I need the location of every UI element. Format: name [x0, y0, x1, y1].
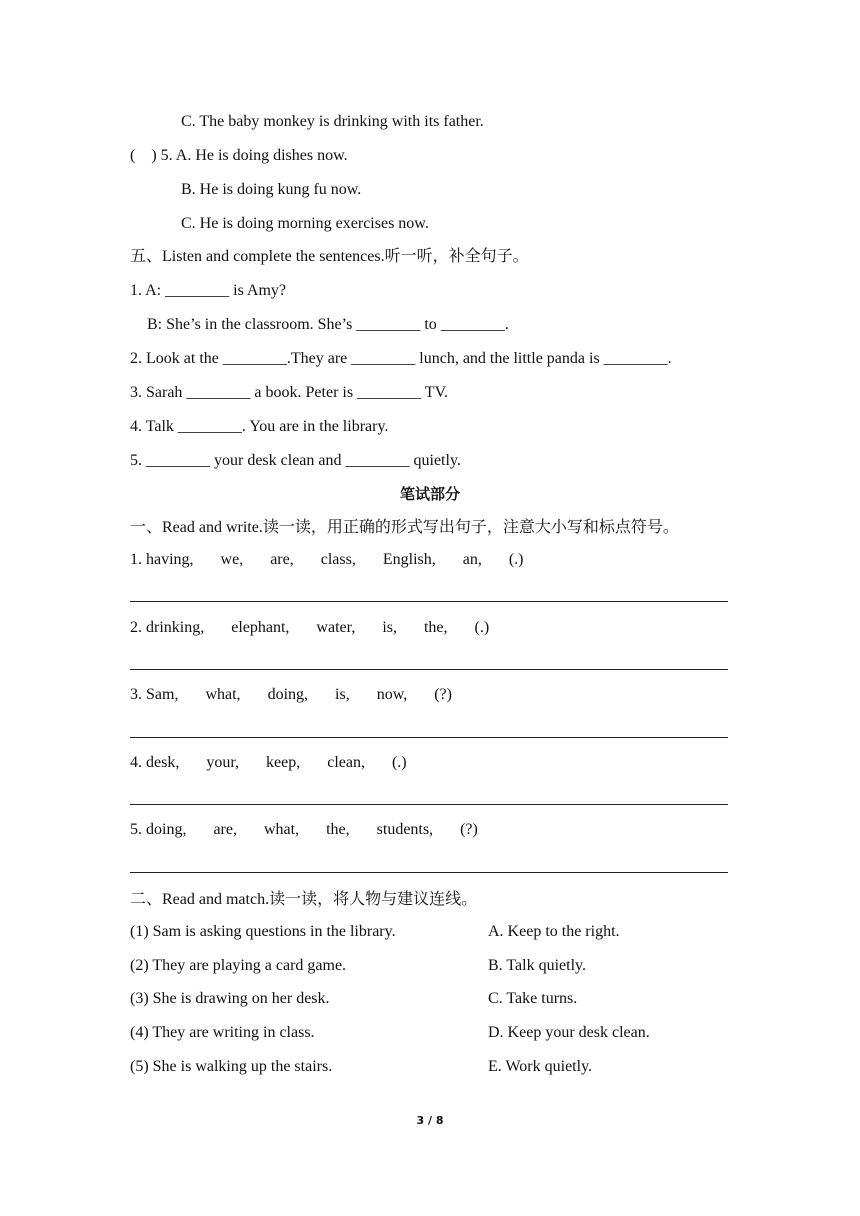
q5-option-c: C. He is doing morning exercises now.: [181, 215, 429, 232]
section5-item-5: 5. ________ your desk clean and ________ quietly.: [130, 452, 461, 469]
match-right-e[interactable]: E. Work quietly.: [488, 1058, 593, 1075]
part1-item-1: 1. having, we, are, class, English, an, (.): [130, 551, 524, 568]
answer-line-3[interactable]: [130, 737, 728, 738]
part1-item-4: 4. desk, your, keep, clean, (.): [130, 754, 407, 771]
answer-line-1[interactable]: [130, 601, 728, 602]
section5-item-1: 1. A: ________ is Amy?: [130, 282, 287, 299]
part2-title: 二、Read and match.读一读，将人物与建议连线。: [130, 891, 478, 908]
match-right-a[interactable]: A. Keep to the right.: [488, 923, 620, 940]
written-heading: 笔试部分: [399, 485, 460, 503]
answer-line-4[interactable]: [130, 804, 728, 805]
match-right-c[interactable]: C. Take turns.: [488, 990, 578, 1007]
q5-stem: ( ) 5. A. He is doing dishes now.: [130, 147, 348, 164]
part1-item-3: 3. Sam, what, doing, is, now, (?): [130, 686, 452, 703]
part1-item-2: 2. drinking, elephant, water, is, the, (.): [130, 619, 490, 636]
section5-title: 五、Listen and complete the sentences.听一听，补全句子。: [130, 248, 529, 265]
section5-item-2: 2. Look at the ________.They are ________ lunch, and the little panda is ________.: [130, 350, 672, 367]
part1-title: 一、Read and write.读一读，用正确的形式写出句子，注意大小写和标点符号。: [130, 519, 679, 536]
match-left-5[interactable]: (5) She is walking up the stairs.: [130, 1058, 333, 1075]
section5-item-1b: B: She’s in the classroom. She’s ________ to ________.: [147, 316, 509, 333]
section5-item-4: 4. Talk ________. You are in the library.: [130, 418, 389, 435]
match-right-b[interactable]: B. Talk quietly.: [488, 957, 586, 974]
section5-item-3: 3. Sarah ________ a book. Peter is ________ TV.: [130, 384, 449, 401]
answer-line-2[interactable]: [130, 669, 728, 670]
q4-option-c: C. The baby monkey is drinking with its father.: [181, 113, 484, 130]
part1-item-5: 5. doing, are, what, the, students, (?): [130, 821, 478, 838]
page-number: 3 / 8: [416, 1114, 444, 1127]
match-left-2[interactable]: (2) They are playing a card game.: [130, 957, 347, 974]
q5-option-b: B. He is doing kung fu now.: [181, 181, 362, 198]
match-right-d[interactable]: D. Keep your desk clean.: [488, 1024, 650, 1041]
match-left-3[interactable]: (3) She is drawing on her desk.: [130, 990, 330, 1007]
match-left-1[interactable]: (1) Sam is asking questions in the library.: [130, 923, 396, 940]
answer-line-5[interactable]: [130, 872, 728, 873]
match-left-4[interactable]: (4) They are writing in class.: [130, 1024, 315, 1041]
